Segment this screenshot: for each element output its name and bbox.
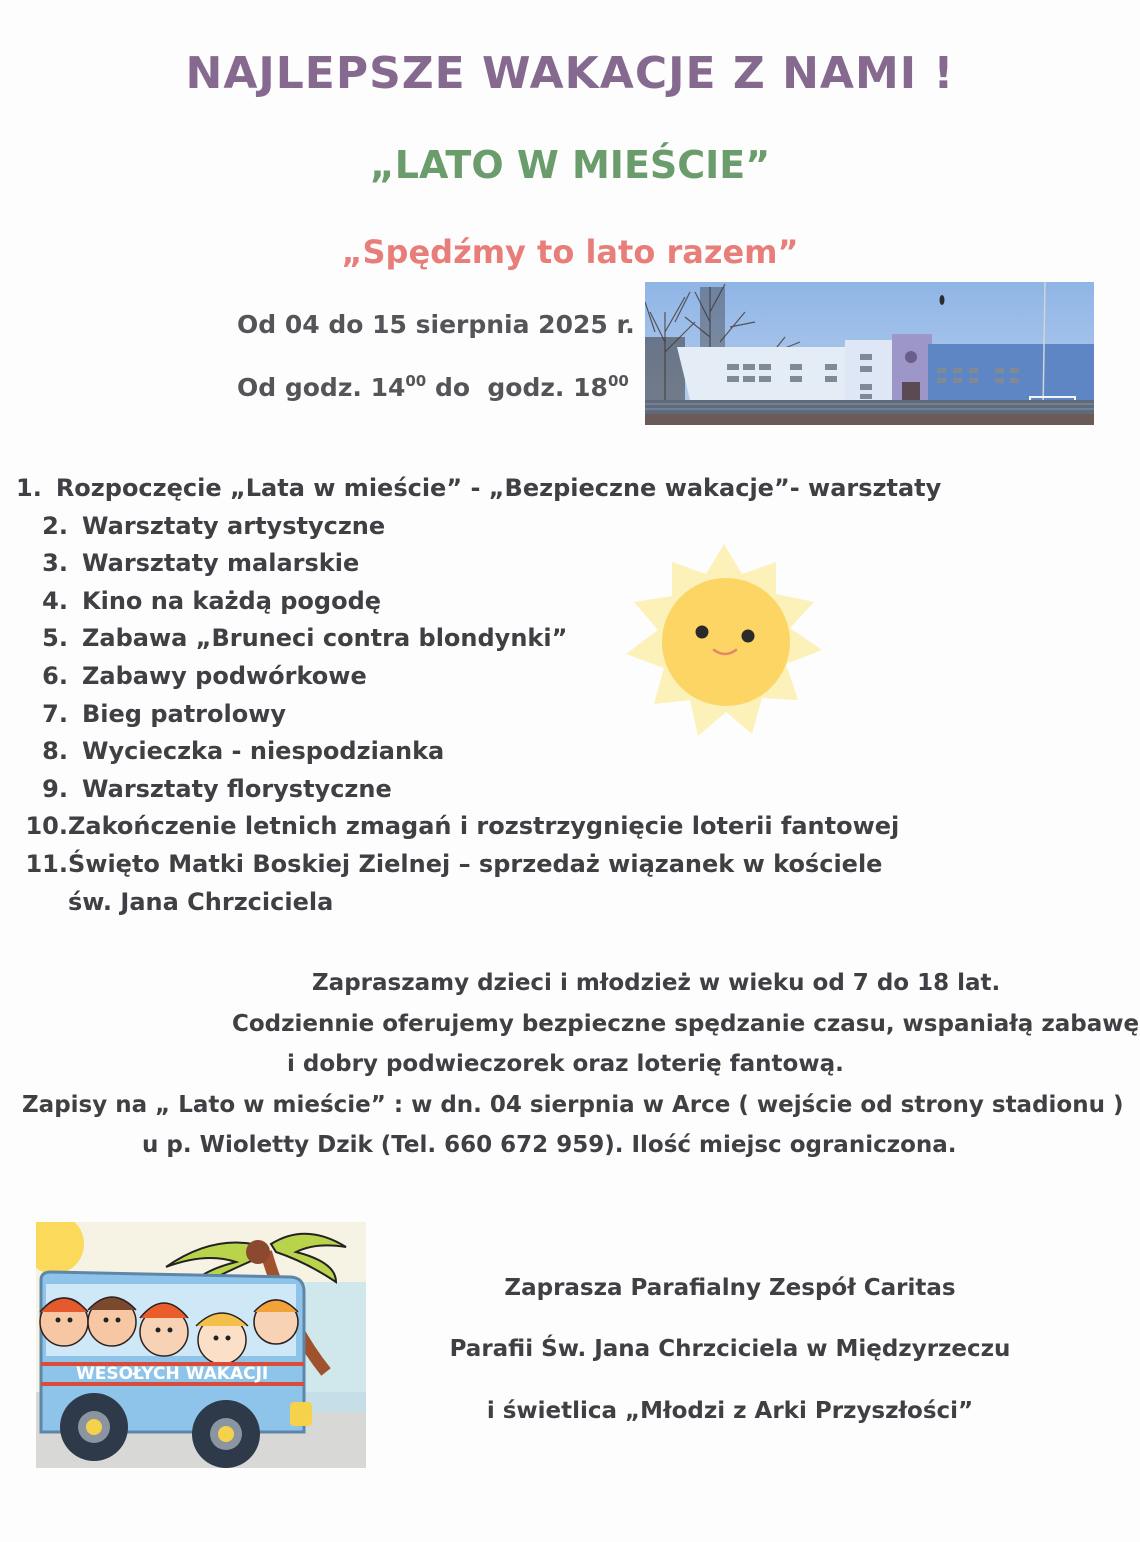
sun-right-eye-icon (742, 630, 755, 643)
item-text: św. Jana Chrzciciela (68, 887, 334, 916)
item-number: 3. (42, 549, 68, 578)
happy-holidays-bus-illustration (36, 1222, 366, 1468)
bus-wheel-icon (60, 1393, 128, 1461)
info-registration: Zapisy na „ Lato w mieście” : w dn. 04 sierpnia w Arce ( wejście od strony stadionu ) (22, 1092, 1124, 1118)
info-contact: u p. Wioletty Dzik (Tel. 660 672 959). Ilość miejsc ograniczona. (142, 1132, 957, 1158)
event-dates: Od 04 do 15 sierpnia 2025 r. (237, 310, 635, 339)
item-text: Warsztaty florystyczne (82, 774, 392, 803)
item-text: Rozpoczęcie „Lata w mieście” - „Bezpieczne wakacje”- warsztaty (55, 474, 942, 502)
organizer-parish: Parafii Św. Jana Chrzciciela w Międzyrzeczu (449, 1336, 1011, 1362)
poster-subtitle: „LATO W MIEŚCIE” (369, 143, 771, 187)
item-number: 6. (42, 661, 68, 690)
item-text: Kino na każdą pogodę (82, 586, 382, 615)
info-age-range: Zapraszamy dzieci i młodzież w wieku od 7 do 18 lat. (312, 970, 1001, 996)
program-item (16, 771, 936, 809)
info-daily-offer-cont: i dobry podwieczorek oraz loterię fantową. (287, 1051, 844, 1077)
program-item (16, 846, 936, 884)
program-item (16, 470, 942, 508)
item-text: Zabawa „Bruneci contra blondynki” (82, 624, 568, 653)
item-text: Warsztaty artystyczne (82, 511, 386, 540)
item-text: Warsztaty malarskie (82, 549, 360, 578)
program-item-continuation (16, 884, 936, 922)
hours-start: Od godz. 14 (237, 373, 406, 402)
item-number: 11. (25, 849, 68, 878)
item-number: 8. (42, 737, 68, 766)
event-hours (237, 372, 629, 402)
info-daily-offer: Codziennie oferujemy bezpieczne spędzanie czasu, wspaniałą zabawę (232, 1011, 1140, 1037)
sun-core-icon (662, 578, 790, 706)
item-number: 7. (42, 699, 68, 728)
item-text: Bieg patrolowy (82, 699, 287, 728)
hours-end: do godz. 18 (426, 373, 608, 402)
poster-title: NAJLEPSZE WAKACJE Z NAMI ! (185, 48, 955, 99)
bus-wheel-icon (192, 1400, 260, 1468)
bus-banner-text: WESOŁYCH WAKACJI (76, 1364, 269, 1384)
item-number: 10. (25, 812, 68, 841)
hours-start-minutes: 00 (405, 372, 427, 390)
item-number: 1. (16, 474, 42, 502)
item-number: 4. (42, 586, 68, 615)
hours-end-minutes: 00 (607, 372, 629, 390)
item-number: 9. (42, 774, 68, 803)
item-text: Święto Matki Boskiej Zielnej – sprzedaż wiązanek w kościele (68, 849, 883, 878)
poster-tagline: „Spędźmy to lato razem” (341, 233, 799, 271)
program-item (16, 808, 936, 846)
item-number-spacer (16, 884, 68, 922)
program-item (16, 508, 936, 546)
organizer-caritas: Zaprasza Parafialny Zespół Caritas (504, 1275, 956, 1301)
smiling-sun-illustration (618, 542, 830, 742)
item-number: 5. (42, 624, 68, 653)
item-number: 2. (42, 511, 68, 540)
building-photo (645, 282, 1094, 425)
organizer-club: i świetlica „Młodzi z Arki Przyszłości” (486, 1398, 974, 1424)
sun-left-eye-icon (696, 626, 709, 639)
item-text: Wycieczka - niespodzianka (82, 737, 445, 766)
item-text: Zakończenie letnich zmagań i rozstrzygnięcie loterii fantowej (68, 812, 900, 841)
item-text: Zabawy podwórkowe (82, 661, 367, 690)
